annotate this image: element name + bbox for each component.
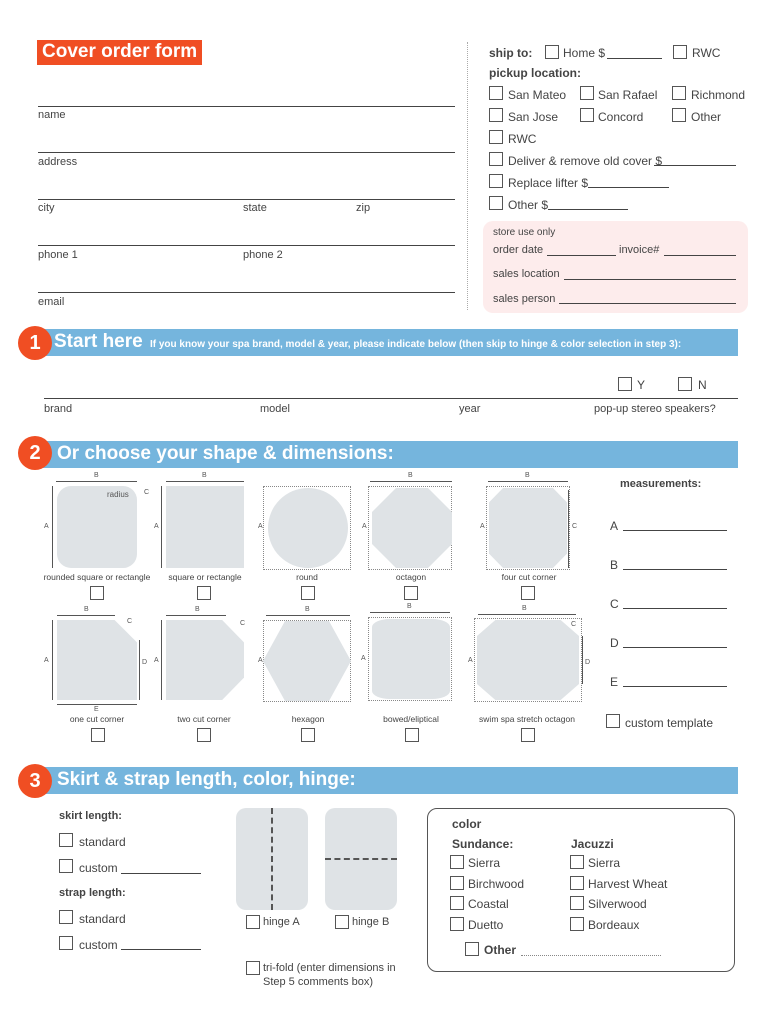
step2-title: Or choose your shape & dimensions: bbox=[57, 443, 394, 464]
step1-title: Start here bbox=[54, 331, 143, 352]
deliver-label: Deliver & remove old cover $ bbox=[508, 154, 663, 168]
hinge-a-checkbox[interactable] bbox=[246, 915, 260, 929]
color-birchwood-label: Birchwood bbox=[468, 877, 525, 891]
measurement-e-label: E bbox=[610, 675, 619, 689]
shape-caption-octagon: octagon bbox=[395, 572, 427, 582]
shape-square-checkbox[interactable] bbox=[197, 586, 211, 600]
color-title: color bbox=[452, 817, 482, 831]
strap-standard-checkbox[interactable] bbox=[59, 910, 73, 924]
color-birchwood-checkbox[interactable] bbox=[450, 876, 464, 890]
deliver-amount-line[interactable] bbox=[654, 165, 736, 166]
color-sundance-sierra-label: Sierra bbox=[468, 856, 501, 870]
color-sundance-sierra-checkbox[interactable] bbox=[450, 855, 464, 869]
color-coastal-checkbox[interactable] bbox=[450, 896, 464, 910]
shape-octagon-checkbox[interactable] bbox=[404, 586, 418, 600]
dim-d-label: D bbox=[585, 659, 591, 666]
zip-label: zip bbox=[356, 202, 371, 214]
hinge-a-fold-line bbox=[271, 808, 273, 910]
store-use-title: store use only bbox=[493, 227, 556, 238]
dim-d-label: D bbox=[142, 659, 148, 666]
radius-label: radius bbox=[107, 490, 129, 499]
replace-lifter-label: Replace lifter $ bbox=[508, 176, 589, 190]
pickup-other-label: Other bbox=[691, 110, 722, 124]
shape-bowed-eliptical bbox=[372, 619, 450, 699]
color-harvest-wheat-label: Harvest Wheat bbox=[588, 877, 668, 891]
dim-a-label: A bbox=[362, 523, 367, 530]
year-label: year bbox=[459, 403, 481, 415]
replace-lifter-checkbox[interactable] bbox=[489, 174, 503, 188]
measurement-c-label: C bbox=[610, 597, 619, 611]
phone-line[interactable] bbox=[38, 245, 455, 246]
color-harvest-wheat-checkbox[interactable] bbox=[570, 876, 584, 890]
shape-round-checkbox[interactable] bbox=[301, 586, 315, 600]
trifold-label-2: Step 5 comments box) bbox=[263, 976, 374, 988]
dim-a-line bbox=[161, 486, 162, 568]
skirt-custom-checkbox[interactable] bbox=[59, 859, 73, 873]
custom-template-label: custom template bbox=[625, 716, 714, 730]
dim-c-label: C bbox=[144, 489, 150, 496]
dim-a-label: A bbox=[480, 523, 485, 530]
dim-b-line bbox=[370, 481, 452, 482]
shape-two-cut-corner bbox=[166, 620, 244, 700]
ship-rwc-label: RWC bbox=[692, 46, 721, 60]
dim-d-line bbox=[582, 636, 583, 684]
brand-label: brand bbox=[44, 403, 73, 415]
speakers-no-label: N bbox=[698, 378, 707, 392]
color-other-checkbox[interactable] bbox=[465, 942, 479, 956]
dim-b-label: B bbox=[84, 606, 89, 613]
custom-template-checkbox[interactable] bbox=[606, 714, 620, 728]
trifold-checkbox[interactable] bbox=[246, 961, 260, 975]
dim-c-label: C bbox=[572, 523, 578, 530]
dim-b-line bbox=[488, 481, 568, 482]
hinge-b-fold-line bbox=[325, 858, 397, 860]
shape-bowed-checkbox[interactable] bbox=[405, 728, 419, 742]
email-label: email bbox=[38, 296, 65, 308]
dim-c-line bbox=[568, 490, 569, 568]
dim-a-label: A bbox=[44, 523, 49, 530]
dim-c-label: C bbox=[571, 621, 577, 628]
sales-person-line[interactable] bbox=[559, 303, 736, 304]
other-charge-checkbox[interactable] bbox=[489, 196, 503, 210]
hinge-b-label: hinge B bbox=[352, 916, 390, 928]
shape-swim-spa-checkbox[interactable] bbox=[521, 728, 535, 742]
hinge-b-checkbox[interactable] bbox=[335, 915, 349, 929]
pickup-san-mateo-label: San Mateo bbox=[508, 88, 567, 102]
dim-b-line bbox=[56, 481, 137, 482]
color-silverwood-label: Silverwood bbox=[588, 897, 647, 911]
shape-round bbox=[268, 488, 348, 568]
jacuzzi-title: Jacuzzi bbox=[571, 837, 614, 851]
step3-number: 3 bbox=[18, 764, 52, 798]
shape-four-cut-corner bbox=[489, 488, 567, 568]
skirt-length-label: skirt length: bbox=[59, 810, 122, 822]
dim-b-label: B bbox=[525, 472, 530, 479]
dim-a-label: A bbox=[154, 523, 159, 530]
dim-a-label: A bbox=[44, 657, 49, 664]
color-bordeaux-checkbox[interactable] bbox=[570, 917, 584, 931]
deliver-checkbox[interactable] bbox=[489, 152, 503, 166]
step3-band bbox=[42, 767, 738, 794]
dim-b-line bbox=[57, 615, 115, 616]
address-line[interactable] bbox=[38, 152, 455, 153]
ship-to-label: ship to: bbox=[489, 46, 533, 60]
pickup-rwc-label: RWC bbox=[508, 132, 537, 146]
shape-caption-rounded-square: rounded square or rectangle bbox=[43, 572, 151, 582]
phone1-label: phone 1 bbox=[38, 249, 78, 261]
dim-d-line bbox=[139, 640, 140, 700]
skirt-standard-checkbox[interactable] bbox=[59, 833, 73, 847]
dim-a-line bbox=[52, 486, 53, 568]
dim-e-label: E bbox=[94, 706, 99, 713]
trifold-label-1: tri-fold (enter dimensions in bbox=[263, 962, 396, 974]
brand-model-line[interactable] bbox=[44, 398, 738, 399]
dim-c-label: C bbox=[240, 620, 246, 627]
measurement-d-label: D bbox=[610, 636, 619, 650]
pickup-san-jose-label: San Jose bbox=[508, 110, 559, 124]
hinge-a-label: hinge A bbox=[263, 916, 300, 928]
sundance-title: Sundance: bbox=[452, 837, 514, 851]
dim-b-label: B bbox=[202, 472, 207, 479]
pickup-label: pickup location: bbox=[489, 66, 582, 80]
invoice-line[interactable] bbox=[664, 255, 736, 256]
invoice-label: invoice# bbox=[619, 244, 660, 256]
dim-a-label: A bbox=[468, 657, 473, 664]
dim-c-label: C bbox=[127, 618, 133, 625]
color-duetto-label: Duetto bbox=[468, 918, 504, 932]
shape-caption-square: square or rectangle bbox=[168, 572, 242, 582]
replace-lifter-amount-line[interactable] bbox=[588, 187, 669, 188]
sales-person-label: sales person bbox=[493, 293, 556, 305]
speakers-yes-label: Y bbox=[637, 378, 646, 392]
name-line[interactable] bbox=[38, 106, 455, 107]
ship-home-label: Home $ bbox=[563, 46, 606, 60]
other-charge-label: Other $ bbox=[508, 198, 549, 212]
shape-two-cut-checkbox[interactable] bbox=[197, 728, 211, 742]
dim-b-line bbox=[166, 615, 226, 616]
measurement-b-line[interactable] bbox=[623, 569, 727, 570]
strap-custom-line[interactable] bbox=[121, 949, 201, 950]
step2-band bbox=[42, 441, 738, 468]
strap-standard-label: standard bbox=[79, 912, 126, 926]
color-bordeaux-label: Bordeaux bbox=[588, 918, 640, 932]
step2-number: 2 bbox=[18, 436, 52, 470]
measurements-title: measurements: bbox=[620, 478, 702, 490]
shape-caption-hexagon: hexagon bbox=[291, 714, 325, 724]
color-jacuzzi-sierra-label: Sierra bbox=[588, 856, 621, 870]
header-divider bbox=[467, 42, 468, 310]
shape-caption-swim-spa: swim spa stretch octagon bbox=[479, 714, 575, 724]
speakers-yes-checkbox[interactable] bbox=[618, 377, 632, 391]
pickup-san-rafael-label: San Rafael bbox=[598, 88, 658, 102]
dim-a-label: A bbox=[258, 657, 263, 664]
dim-b-label: B bbox=[195, 606, 200, 613]
color-silverwood-checkbox[interactable] bbox=[570, 896, 584, 910]
color-jacuzzi-sierra-checkbox[interactable] bbox=[570, 855, 584, 869]
measurement-b-label: B bbox=[610, 558, 619, 572]
measurement-a-label: A bbox=[610, 519, 619, 533]
phone2-label: phone 2 bbox=[243, 249, 283, 261]
strap-custom-checkbox[interactable] bbox=[59, 936, 73, 950]
shape-square bbox=[166, 486, 244, 568]
shape-caption-round: round bbox=[296, 572, 318, 582]
shape-hexagon-checkbox[interactable] bbox=[301, 728, 315, 742]
ship-home-amount-line[interactable] bbox=[607, 58, 662, 59]
pickup-other-checkbox[interactable] bbox=[672, 108, 686, 122]
sales-location-label: sales location bbox=[493, 268, 560, 280]
dim-b-line bbox=[370, 612, 450, 613]
skirt-standard-label: standard bbox=[79, 835, 126, 849]
step1-subtitle: If you know your spa brand, model & year, please indicate below (then skip to hinge & color selection in step 3): bbox=[149, 339, 682, 350]
color-other-line[interactable] bbox=[521, 955, 661, 956]
pickup-concord-checkbox[interactable] bbox=[580, 108, 594, 122]
color-duetto-checkbox[interactable] bbox=[450, 917, 464, 931]
email-line[interactable] bbox=[38, 292, 455, 293]
shape-octagon bbox=[372, 488, 452, 568]
pickup-san-mateo-checkbox[interactable] bbox=[489, 86, 503, 100]
pickup-richmond-label: Richmond bbox=[691, 88, 746, 102]
city-line[interactable] bbox=[38, 199, 455, 200]
ship-home-checkbox[interactable] bbox=[545, 45, 559, 59]
strap-length-label: strap length: bbox=[59, 887, 126, 899]
shape-caption-bowed: bowed/eliptical bbox=[383, 714, 439, 724]
dim-a-line bbox=[52, 620, 53, 700]
dim-b-label: B bbox=[408, 472, 413, 479]
dim-b-label: B bbox=[94, 472, 99, 479]
step3-title: Skirt & strap length, color, hinge: bbox=[57, 769, 356, 790]
dim-b-line bbox=[266, 615, 350, 616]
shape-swim-spa-octagon bbox=[477, 620, 579, 700]
measurement-e-line[interactable] bbox=[623, 686, 727, 687]
dim-a-label: A bbox=[154, 657, 159, 664]
address-label: address bbox=[38, 156, 78, 168]
name-label: name bbox=[38, 109, 66, 121]
shape-four-cut-checkbox[interactable] bbox=[521, 586, 535, 600]
order-date-label: order date bbox=[493, 244, 544, 256]
pickup-richmond-checkbox[interactable] bbox=[672, 86, 686, 100]
step1-band bbox=[42, 329, 738, 356]
skirt-custom-label: custom bbox=[79, 861, 118, 875]
shape-one-cut-corner bbox=[57, 620, 137, 700]
dim-a-label: A bbox=[258, 523, 263, 530]
form-title: Cover order form bbox=[37, 40, 202, 65]
strap-custom-label: custom bbox=[79, 938, 118, 952]
dim-b-label: B bbox=[305, 606, 310, 613]
measurement-d-line[interactable] bbox=[623, 647, 727, 648]
dim-e-line bbox=[57, 704, 137, 705]
dim-b-label: B bbox=[522, 605, 527, 612]
speakers-no-checkbox[interactable] bbox=[678, 377, 692, 391]
ship-rwc-checkbox[interactable] bbox=[673, 45, 687, 59]
step1-number: 1 bbox=[18, 326, 52, 360]
city-label: city bbox=[38, 202, 55, 214]
model-label: model bbox=[260, 403, 290, 415]
measurement-c-line[interactable] bbox=[623, 608, 727, 609]
order-date-line[interactable] bbox=[547, 255, 616, 256]
shape-one-cut-checkbox[interactable] bbox=[91, 728, 105, 742]
shape-caption-four-cut: four cut corner bbox=[501, 572, 557, 582]
shape-rounded-square-checkbox[interactable] bbox=[90, 586, 104, 600]
measurement-a-line[interactable] bbox=[623, 530, 727, 531]
state-label: state bbox=[243, 202, 267, 214]
dim-b-line bbox=[166, 481, 244, 482]
dim-a-label: A bbox=[361, 655, 366, 662]
dim-b-label: B bbox=[407, 603, 412, 610]
dim-a-line bbox=[161, 620, 162, 700]
dim-b-line bbox=[478, 614, 576, 615]
other-charge-amount-line[interactable] bbox=[548, 209, 628, 210]
shape-caption-one-cut: one cut corner bbox=[69, 714, 125, 724]
color-other-label: Other bbox=[484, 943, 517, 957]
shape-caption-two-cut: two cut corner bbox=[177, 714, 231, 724]
pickup-concord-label: Concord bbox=[598, 110, 644, 124]
sales-location-line[interactable] bbox=[564, 279, 736, 280]
pickup-san-jose-checkbox[interactable] bbox=[489, 108, 503, 122]
pickup-rwc-checkbox[interactable] bbox=[489, 130, 503, 144]
pickup-san-rafael-checkbox[interactable] bbox=[580, 86, 594, 100]
skirt-custom-line[interactable] bbox=[121, 873, 201, 874]
speakers-label: pop-up stereo speakers? bbox=[594, 403, 716, 415]
color-coastal-label: Coastal bbox=[468, 897, 509, 911]
